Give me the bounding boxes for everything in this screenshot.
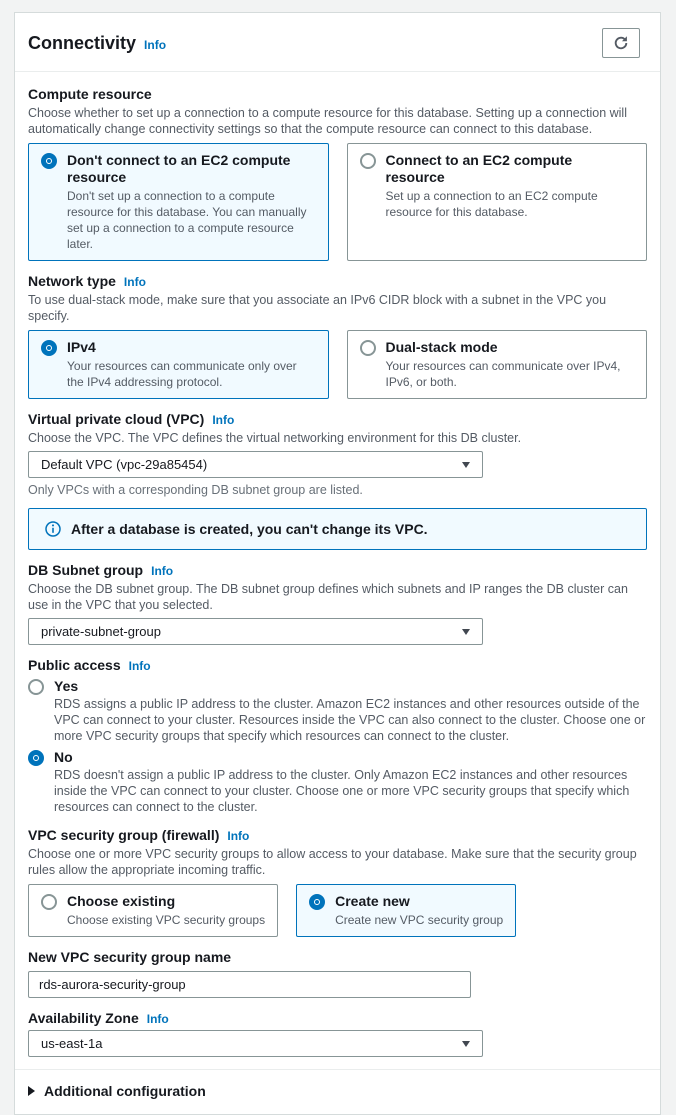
subnet-group-label: DB Subnet group bbox=[28, 562, 144, 578]
radio-dual-stack[interactable] bbox=[360, 340, 376, 356]
network-type-label: Network type bbox=[28, 273, 116, 289]
availability-zone-info-link[interactable]: Info bbox=[146, 1012, 169, 1026]
connectivity-panel bbox=[14, 12, 661, 1115]
option-description: Don't set up a connection to a compute resource for this database. You can manually set up a connection to a compute resource later. bbox=[67, 189, 307, 251]
option-title: Don't connect to an EC2 compute resource bbox=[67, 152, 291, 185]
radio-dont-connect-ec2[interactable] bbox=[41, 153, 57, 169]
network-type-info-link[interactable]: Info bbox=[123, 275, 146, 289]
alert-text: After a database is created, you can't change its VPC. bbox=[71, 521, 428, 537]
option-card-create-new[interactable] bbox=[296, 884, 516, 937]
radio-choose-existing[interactable] bbox=[41, 894, 57, 910]
panel-header bbox=[15, 13, 660, 72]
option-card-connect-ec2[interactable] bbox=[347, 143, 648, 261]
option-title: No bbox=[54, 749, 73, 765]
subnet-group-info-link[interactable]: Info bbox=[151, 564, 174, 578]
public-access-info-link[interactable]: Info bbox=[128, 659, 151, 673]
public-access-option-no[interactable] bbox=[28, 749, 647, 766]
option-card-dual-stack[interactable] bbox=[347, 330, 648, 399]
security-group-label: VPC security group (firewall) bbox=[28, 827, 220, 843]
radio-public-access-no[interactable] bbox=[28, 750, 44, 766]
compute-resource-description: Choose whether to set up a connection to a compute resource for this database. Setting up a connection will automatically change connectivity settings so that the compute resource can connect to this database. bbox=[28, 106, 627, 136]
option-description: Your resources can communicate over IPv4, IPv6, or both. bbox=[385, 359, 621, 389]
availability-zone-select-value: us-east-1a bbox=[41, 1036, 103, 1051]
availability-zone-select[interactable] bbox=[28, 1030, 483, 1057]
option-card-ipv4[interactable] bbox=[28, 330, 329, 399]
availability-zone-label: Availability Zone bbox=[28, 1010, 139, 1026]
vpc-label: Virtual private cloud (VPC) bbox=[28, 411, 205, 427]
vpc-change-alert bbox=[28, 508, 647, 550]
radio-create-new[interactable] bbox=[309, 894, 325, 910]
subnet-group-description: Choose the DB subnet group. The DB subnet group defines which subnets and IP ranges the DB cluster can use in the VPC that you selected. bbox=[28, 582, 628, 612]
additional-configuration-toggle[interactable] bbox=[28, 1083, 647, 1099]
security-group-description: Choose one or more VPC security groups to allow access to your database. Make sure that the security group rules allow the appropriate incoming traffic. bbox=[28, 847, 637, 877]
vpc-select[interactable] bbox=[28, 451, 483, 478]
section-network-type bbox=[28, 272, 647, 399]
refresh-icon bbox=[613, 35, 629, 51]
additional-configuration-section bbox=[15, 1069, 660, 1114]
public-access-option-yes[interactable] bbox=[28, 678, 647, 695]
option-title: Dual-stack mode bbox=[385, 339, 498, 355]
option-description: RDS assigns a public IP address to the cluster. Amazon EC2 instances and other resources outside of the VPC can connect to your cluster. Resources inside the VPC can also connect to the cluster. Choose one or more VPC security groups that specify which resources can connect to the cluster. bbox=[54, 697, 646, 743]
radio-public-access-yes[interactable] bbox=[28, 679, 44, 695]
caret-down-icon bbox=[462, 629, 470, 635]
subnet-group-select[interactable] bbox=[28, 618, 483, 645]
vpc-info-link[interactable]: Info bbox=[212, 413, 235, 427]
section-vpc bbox=[28, 410, 647, 550]
option-title: IPv4 bbox=[67, 339, 96, 355]
option-description: Set up a connection to an EC2 compute resource for this database. bbox=[385, 189, 598, 219]
network-type-description: To use dual-stack mode, make sure that you associate an IPv6 CIDR block with a subnet in the VPC you specify. bbox=[28, 293, 607, 323]
caret-down-icon bbox=[462, 462, 470, 468]
new-sg-name-label: New VPC security group name bbox=[28, 949, 232, 965]
radio-ipv4[interactable] bbox=[41, 340, 57, 356]
vpc-select-value: Default VPC (vpc-29a85454) bbox=[41, 457, 208, 472]
info-circle-icon bbox=[45, 521, 61, 537]
panel-body bbox=[15, 72, 660, 1114]
section-security-group bbox=[28, 826, 647, 937]
section-new-sg-name bbox=[28, 948, 647, 998]
vpc-description: Choose the VPC. The VPC defines the virtual networking environment for this DB cluster. bbox=[28, 431, 522, 445]
refresh-button[interactable] bbox=[602, 28, 640, 58]
option-title: Create new bbox=[335, 893, 410, 909]
option-card-dont-connect-ec2[interactable] bbox=[28, 143, 329, 261]
section-public-access bbox=[28, 656, 647, 815]
radio-connect-ec2[interactable] bbox=[360, 153, 376, 169]
new-sg-name-input[interactable] bbox=[28, 971, 471, 998]
expand-arrow-icon bbox=[28, 1086, 35, 1096]
caret-down-icon bbox=[462, 1041, 470, 1047]
additional-configuration-label: Additional configuration bbox=[44, 1083, 206, 1099]
page-title: Connectivity bbox=[28, 32, 137, 53]
subnet-group-select-value: private-subnet-group bbox=[41, 624, 161, 639]
option-description: RDS doesn't assign a public IP address to the cluster. Only Amazon EC2 instances and other resources inside the VPC can connect to your cluster. Choose one or more VPC security groups that specify which resources can connect to the cluster. bbox=[54, 768, 630, 814]
section-availability-zone bbox=[28, 1009, 647, 1057]
option-description: Create new VPC security group bbox=[335, 913, 504, 927]
public-access-label: Public access bbox=[28, 657, 121, 673]
vpc-helper-text: Only VPCs with a corresponding DB subnet group are listed. bbox=[28, 483, 363, 497]
option-title: Choose existing bbox=[67, 893, 176, 909]
option-description: Your resources can communicate only over the IPv4 addressing protocol. bbox=[67, 359, 297, 389]
connectivity-info-link[interactable]: Info bbox=[144, 37, 167, 52]
compute-resource-label: Compute resource bbox=[28, 86, 152, 102]
option-title: Yes bbox=[54, 678, 79, 694]
option-description: Choose existing VPC security groups bbox=[67, 913, 266, 927]
option-title: Connect to an EC2 compute resource bbox=[385, 152, 573, 185]
security-group-info-link[interactable]: Info bbox=[227, 829, 250, 843]
section-subnet-group bbox=[28, 561, 647, 645]
option-card-choose-existing[interactable] bbox=[28, 884, 278, 937]
section-compute-resource bbox=[28, 85, 647, 261]
